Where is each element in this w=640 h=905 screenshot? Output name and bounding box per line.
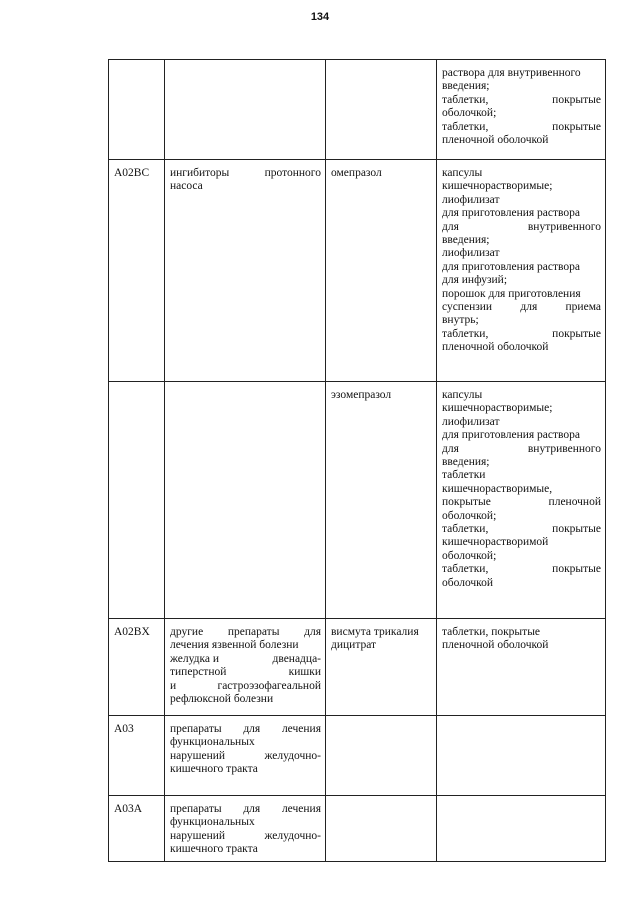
text-fragment: для	[520, 301, 538, 314]
text-fragment: для приготовления раствора	[442, 429, 580, 442]
text-fragment: таблетки, покрытые	[442, 626, 541, 638]
text-line	[442, 389, 601, 402]
text-line	[442, 234, 601, 247]
text-fragment: суспензии	[442, 301, 493, 314]
text-fragment: оболочкой;	[442, 509, 497, 522]
text-fragment: желудка и	[170, 652, 220, 665]
text-fragment: внутривенного	[527, 442, 601, 455]
text-fragment: введения;	[442, 234, 490, 247]
group-cell	[165, 619, 326, 716]
text-fragment: приема	[565, 301, 601, 314]
text-fragment: пленочной оболочкой	[442, 341, 549, 354]
drug-cell	[326, 60, 437, 160]
text-fragment: капсулы	[442, 389, 483, 401]
text-line	[170, 167, 321, 180]
text-line	[442, 469, 601, 482]
text-line	[170, 750, 321, 763]
text-fragment: кишечного тракта	[170, 843, 258, 856]
atc-code-cell	[109, 716, 165, 796]
group-cell	[165, 716, 326, 796]
text-line	[442, 536, 601, 549]
text-line	[442, 429, 601, 442]
table-body	[109, 60, 606, 862]
text-fragment: лечения	[281, 803, 321, 815]
text-line	[442, 134, 601, 147]
text-fragment: кишечнорастворимые,	[442, 482, 553, 495]
text-line	[442, 167, 601, 180]
table-row	[109, 382, 606, 619]
dosage-forms-cell	[437, 382, 606, 619]
dosage-forms-cell	[437, 60, 606, 160]
text-fragment: препараты	[170, 723, 222, 735]
text-line	[442, 80, 601, 93]
text-fragment: для	[243, 723, 261, 735]
text-fragment: оболочкой;	[442, 549, 497, 562]
text-line	[442, 207, 601, 220]
text-fragment: кишечнорастворимые;	[442, 180, 553, 193]
text-line	[170, 180, 321, 193]
group-cell	[165, 60, 326, 160]
text-line	[331, 167, 432, 180]
text-fragment: и	[170, 679, 177, 692]
text-fragment: висмута трикалия	[331, 626, 419, 638]
text-fragment: для	[442, 220, 459, 233]
text-fragment: кишки	[288, 666, 321, 679]
text-fragment: таблетки	[442, 469, 486, 482]
text-line	[170, 723, 321, 736]
text-line	[170, 843, 321, 856]
text-fragment: раствора для внутривенного	[442, 67, 581, 79]
text-fragment: насоса	[170, 180, 203, 193]
text-line	[442, 288, 601, 301]
text-fragment: таблетки,	[442, 563, 489, 576]
text-fragment: другие	[170, 626, 204, 638]
text-fragment: таблетки,	[442, 327, 489, 340]
text-fragment: внутрь;	[442, 314, 479, 327]
text-fragment: для инфузий;	[442, 274, 508, 287]
text-fragment: рефлюксной болезни	[170, 693, 274, 706]
text-line	[442, 550, 601, 563]
text-fragment: покрытые	[552, 327, 601, 340]
text-line	[442, 456, 601, 469]
text-fragment: функциональных	[170, 736, 255, 749]
text-fragment: лечения язвенной болезни	[170, 639, 299, 652]
text-fragment: кишечнорастворимой	[442, 536, 549, 549]
text-line	[442, 483, 601, 496]
text-fragment: для приготовления раствора	[442, 260, 580, 273]
text-line	[331, 626, 432, 639]
text-fragment: лиофилизат	[442, 415, 500, 428]
text-fragment: эзомепразол	[331, 389, 392, 401]
text-line	[442, 416, 601, 429]
text-fragment: гастроэзофагеальной	[217, 679, 321, 692]
text-fragment: таблетки,	[442, 523, 489, 536]
text-line	[442, 94, 601, 107]
dosage-forms-cell	[437, 619, 606, 716]
text-fragment: покрытые	[552, 120, 601, 133]
text-fragment: капсулы	[442, 167, 483, 179]
group-cell	[165, 796, 326, 862]
text-fragment: пленочной оболочкой	[442, 134, 549, 147]
table-row	[109, 619, 606, 716]
text-line	[170, 803, 321, 816]
text-fragment: таблетки,	[442, 120, 489, 133]
text-line	[170, 639, 321, 652]
text-line	[442, 301, 601, 314]
dosage-forms-cell	[437, 160, 606, 382]
text-line	[170, 653, 321, 666]
text-line	[442, 67, 601, 80]
text-line	[442, 510, 601, 523]
text-line	[442, 523, 601, 536]
text-line	[442, 443, 601, 456]
drug-cell	[326, 716, 437, 796]
text-fragment: покрытые	[552, 563, 601, 576]
text-fragment: для приготовления раствора	[442, 207, 580, 220]
drug-cell	[326, 382, 437, 619]
text-line	[170, 830, 321, 843]
drug-table	[108, 59, 606, 862]
text-line	[442, 639, 601, 652]
text-line	[442, 194, 601, 207]
text-fragment: нарушений	[170, 749, 226, 762]
text-line	[442, 247, 601, 260]
atc-code: A02BX	[114, 626, 150, 638]
text-line	[170, 680, 321, 693]
text-fragment: пленочной оболочкой	[442, 639, 549, 652]
text-line	[442, 341, 601, 354]
text-line	[170, 736, 321, 749]
atc-code-cell	[109, 160, 165, 382]
text-fragment: желудочно-	[264, 749, 321, 762]
text-fragment: двенадца-	[272, 652, 321, 665]
text-fragment: дицитрат	[331, 639, 377, 652]
dosage-forms-cell	[437, 716, 606, 796]
text-fragment: покрытые	[442, 496, 491, 509]
text-fragment: введения;	[442, 456, 490, 469]
text-fragment: омепразол	[331, 167, 382, 179]
text-fragment: желудочно-	[264, 829, 321, 842]
text-line	[442, 180, 601, 193]
text-line	[442, 274, 601, 287]
text-fragment: кишечного тракта	[170, 763, 258, 776]
text-fragment: ингибиторы	[170, 167, 230, 179]
text-fragment: порошок для приготовления	[442, 287, 581, 300]
atc-code: A02BC	[114, 167, 150, 179]
atc-code-cell	[109, 796, 165, 862]
text-fragment: внутривенного	[527, 220, 601, 233]
text-fragment: для	[243, 803, 261, 815]
table-row	[109, 716, 606, 796]
atc-code: A03	[114, 723, 134, 735]
text-fragment: покрытые	[552, 523, 601, 536]
text-line	[170, 693, 321, 706]
text-fragment: для	[304, 626, 321, 638]
text-line	[170, 626, 321, 639]
text-fragment: препараты	[227, 626, 280, 638]
text-line	[442, 328, 601, 341]
group-cell	[165, 382, 326, 619]
text-fragment: лиофилизат	[442, 193, 500, 206]
text-line	[442, 577, 601, 590]
text-line	[442, 121, 601, 134]
drug-cell	[326, 619, 437, 716]
text-line	[442, 496, 601, 509]
atc-code-cell	[109, 619, 165, 716]
group-cell	[165, 160, 326, 382]
text-line	[331, 389, 432, 402]
text-line	[442, 107, 601, 120]
text-fragment: для	[442, 442, 459, 455]
text-line	[442, 563, 601, 576]
text-fragment: нарушений	[170, 829, 226, 842]
table-row	[109, 60, 606, 160]
atc-code: A03A	[114, 803, 143, 815]
page-number: 134	[310, 11, 330, 23]
text-line	[442, 261, 601, 274]
text-line	[442, 221, 601, 234]
text-fragment: типерстной	[170, 666, 227, 679]
text-fragment: кишечнорастворимые;	[442, 402, 553, 415]
text-fragment: введения;	[442, 80, 490, 93]
text-fragment: покрытые	[552, 93, 601, 106]
text-fragment: оболочкой;	[442, 107, 497, 120]
text-fragment: оболочкой	[442, 576, 494, 589]
text-fragment: препараты	[170, 803, 222, 815]
text-line	[331, 639, 432, 652]
atc-code-cell	[109, 382, 165, 619]
dosage-forms-cell	[437, 796, 606, 862]
text-line	[442, 402, 601, 415]
text-fragment: таблетки,	[442, 93, 489, 106]
text-fragment: протонного	[264, 167, 321, 179]
text-line	[170, 816, 321, 829]
drug-cell	[326, 796, 437, 862]
atc-code-cell	[109, 60, 165, 160]
table-row	[109, 160, 606, 382]
text-fragment: лечения	[281, 723, 321, 735]
text-line	[442, 314, 601, 327]
text-line	[170, 763, 321, 776]
drug-cell	[326, 160, 437, 382]
text-fragment: функциональных	[170, 816, 255, 829]
text-line	[442, 626, 601, 639]
text-fragment: лиофилизат	[442, 247, 500, 260]
text-line	[170, 666, 321, 679]
table-row	[109, 796, 606, 862]
text-fragment: пленочной	[548, 496, 601, 509]
